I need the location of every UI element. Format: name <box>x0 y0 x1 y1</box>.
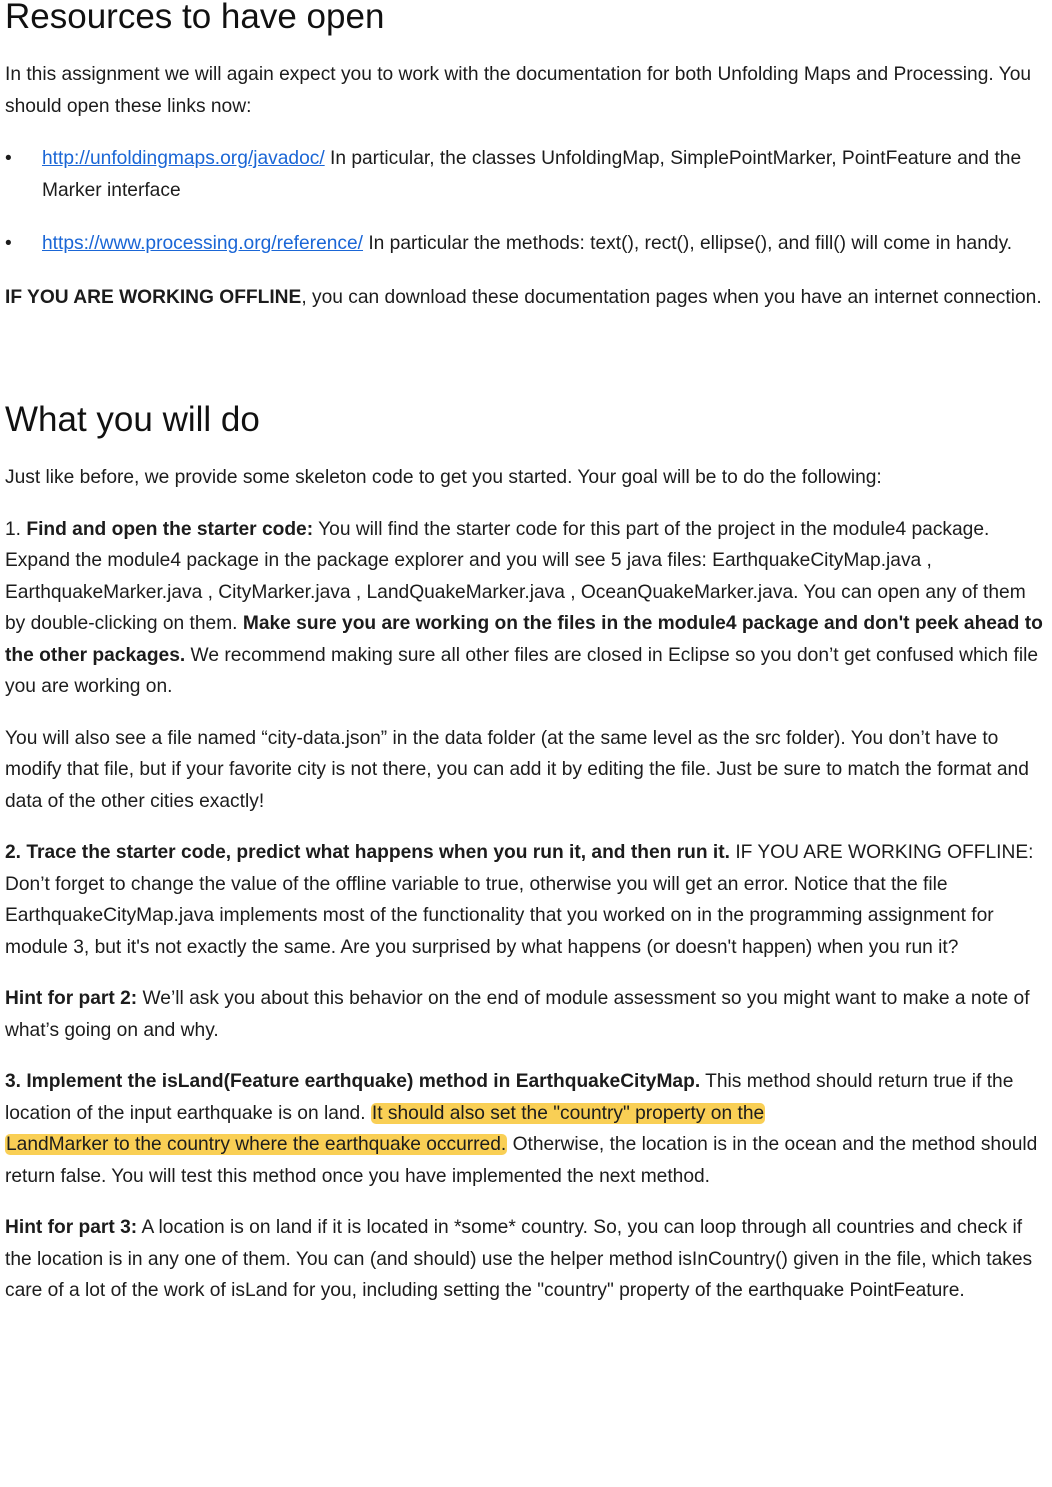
offline-note: IF YOU ARE WORKING OFFLINE, you can download these documentation pages when you have an internet connection. <box>5 286 1042 308</box>
javadoc-link[interactable]: http://unfoldingmaps.org/javadoc/ <box>42 148 325 169</box>
list-item: • https://www.processing.org/reference/ In particular the methods: text(), rect(), ellipse(), and fill() will come in handy. <box>5 228 1050 260</box>
step-2: 2. Trace the starter code, predict what happens when you run it, and then run it. IF YOU ARE WORKING OFFLINE: Don’t forget to change the value of the offline variable to true, otherwise you will get an error. Notice that the file EarthquakeCityMap.java implements most of the functionality that you worked on in the programming assignment for module 3, but it's not exactly the same. Are you surprised by what happens (or doesn't happen) when you run it? <box>5 842 1034 958</box>
heading-what-you-will-do: What you will do <box>5 400 260 439</box>
document-page <box>5 0 1050 1307</box>
list-item: • http://unfoldingmaps.org/javadoc/ In particular, the classes UnfoldingMap, SimplePointMarker, PointFeature and the Marker interface <box>5 143 1050 206</box>
resources-list <box>5 143 1050 260</box>
step-1: 1. Find and open the starter code: You will find the starter code for this part of the project in the module4 package. Expand the module4 package in the package explorer and you will see 5 java files: EarthquakeCityMap.java , EarthquakeMarker.java , CityMarker.java , LandQuakeMarker.java , OceanQuakeMarker.java. You can open any of them by double-clicking on them. Make sure you are working on the files in the module4 package and don't peek ahead to the other packages. We recommend making sure all other files are closed in Eclipse so you don’t get confused which file you are working on. <box>5 518 1043 697</box>
bullet-icon: • <box>5 148 12 169</box>
highlighted-text: LandMarker to the country where the earthquake occurred. <box>6 1134 507 1155</box>
step-3: 3. Implement the isLand(Feature earthquake) method in EarthquakeCityMap. This method should return true if the location of the input earthquake is on land. It should also set the "country" property on the LandMarker to the country where the earthquake occurred. Otherwise, the location is in the ocean and the method should return false. You will test this method once you have implemented the next method. <box>5 1071 1038 1187</box>
hint-part-3: Hint for part 3: A location is on land if it is located in *some* country. So, you can loop through all countries and check if the location is in any one of them. You can (and should) use the helper method isInCountry() given in the file, which takes care of a lot of the work of isLand for you, including setting the "country" property of the earthquake PointFeature. <box>5 1217 1033 1301</box>
bullet-icon: • <box>5 233 12 254</box>
processing-reference-link[interactable]: https://www.processing.org/reference/ <box>42 233 364 254</box>
what-intro: Just like before, we provide some skeleton code to get you started. Your goal will be to do the following: <box>5 467 882 488</box>
resources-intro: In this assignment we will again expect you to work with the documentation for both Unfolding Maps and Processing. You should open these links now: <box>5 64 1032 117</box>
hint-part-2: Hint for part 2: We’ll ask you about this behavior on the end of module assessment so you might want to make a note of what’s going on and why. <box>5 988 1030 1041</box>
heading-resources: Resources to have open <box>5 0 385 36</box>
city-data-paragraph: You will also see a file named “city-data.json” in the data folder (at the same level as the src folder). You don’t have to modify that file, but if your favorite city is not there, you can add it by editing the file. Just be sure to match the format and data of the other cities exactly! <box>5 727 1029 812</box>
highlighted-text: It should also set the "country" property on the <box>371 1102 765 1124</box>
